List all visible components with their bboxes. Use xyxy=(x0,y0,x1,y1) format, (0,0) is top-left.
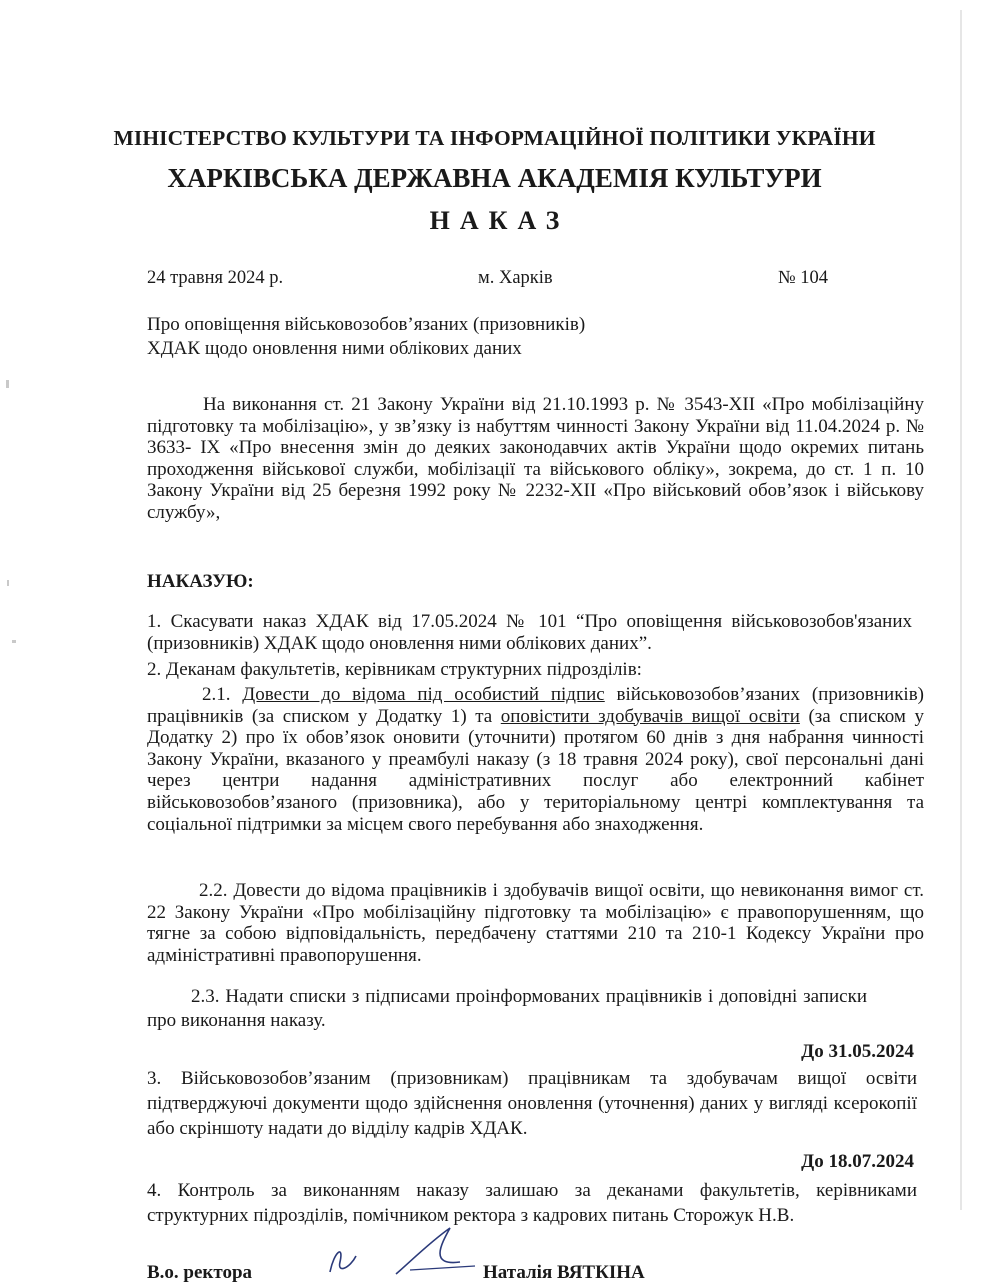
item-2-1-underlined-1: Довести до відома під особистий підпис xyxy=(242,684,605,705)
deadline-1: До 31.05.2024 xyxy=(801,1041,914,1062)
item-2-2: 2.2. Довести до відома працівників і здобувачів вищої освіти, що невиконання вимог ст. 22 Закону України «Про мобілізаційну підготовку та мобілізацію» є правопорушенням, що тягне за собою відповідальність, передбачену статтями 210 та 210-1 Кодексу України про адміністративні правопорушення. xyxy=(147,880,924,966)
order-date: 24 травня 2024 р. xyxy=(147,268,284,288)
subject-line-1: Про оповіщення військовозобов’язаних (призовників) xyxy=(147,314,586,335)
handwritten-signature xyxy=(300,1222,500,1278)
order-keyword: НАКАЗУЮ: xyxy=(147,571,254,592)
scan-mark xyxy=(12,640,16,643)
scan-mark xyxy=(6,380,9,388)
document-type: НАКАЗ xyxy=(429,206,570,235)
order-city: м. Харків xyxy=(478,268,553,288)
academy-title: ХАРКІВСЬКА ДЕРЖАВНА АКАДЕМІЯ КУЛЬТУРИ xyxy=(167,163,822,193)
item-2: 2. Деканам факультетів, керівникам структурних підрозділів: xyxy=(147,659,642,680)
item-2-1: 2.1. Довести до відома під особистий підпис військовозобов’язаних (призовників) працівників (за списком у Додатку 1) та оповістити здобувачів вищої освіти (за списком у Додатку 2) про їх обов’язок оновити (уточнити) протягом 60 днів з дня набрання чинності Закону України, вказаного у преамбулі наказу (з 18 травня 2024 року), свої персональні дані через центри надання адміністративних послуг або електронний кабінет військовозобов’язаного (призовника), або у територіальному центрі комплектування та соціальної підтримки за місцем свого перебування або знаходження. xyxy=(147,684,925,835)
scan-mark xyxy=(7,580,9,586)
preamble: На виконання ст. 21 Закону України від 21.10.1993 р. № 3543-XII «Про мобілізаційну підготовку та мобілізацію», у зв’язку із набуттям чинності Закону України від 11.04.2024 р. № 3633- IX «Про внесення змін до деяких законодавчих актів України щодо окремих питань проходження військової служби, мобілізації та військового обліку», зокрема, до ст. 1 п. 10 Закону України від 25 березня 1992 року № 2232-XII «Про військовий обов’язок і військову службу», xyxy=(147,394,924,523)
deadline-2: До 18.07.2024 xyxy=(801,1151,914,1172)
signature-role: В.о. ректора xyxy=(147,1262,253,1283)
item-4: 4. Контроль за виконанням наказу залишаю за деканами факультетів, керівниками структурних підрозділів, помічником ректора з кадрових питань Сторожук Н.В. xyxy=(147,1180,917,1226)
signature-name: Наталія ВЯТКІНА xyxy=(483,1262,645,1283)
order-number: № 104 xyxy=(778,268,829,288)
item-2-1-underlined-2: оповістити здобувачів вищої освіти xyxy=(500,705,800,727)
item-2-3: 2.3. Надати списки з підписами проінформованих працівників і доповідні записки про виконання наказу. xyxy=(147,986,867,1031)
item-1: 1. Скасувати наказ ХДАК від 17.05.2024 № 101 “Про оповіщення військовозобов'язаних (призовників) ХДАК щодо оновлення ними облікових даних”. xyxy=(147,611,912,654)
subject-line-2: ХДАК щодо оновлення ними облікових даних xyxy=(147,338,522,359)
ministry-title: МІНІСТЕРСТВО КУЛЬТУРИ ТА ІНФОРМАЦІЙНОЇ ПОЛІТИКИ УКРАЇНИ xyxy=(113,126,876,150)
item-3: 3. Військовозобов’язаним (призовникам) працівникам та здобувачам вищої освіти підтверджуючі документи щодо здійснення оновлення (уточнення) даних у вигляді ксерокопії або скріншоту надати до відділу кадрів ХДАК. xyxy=(147,1068,917,1139)
